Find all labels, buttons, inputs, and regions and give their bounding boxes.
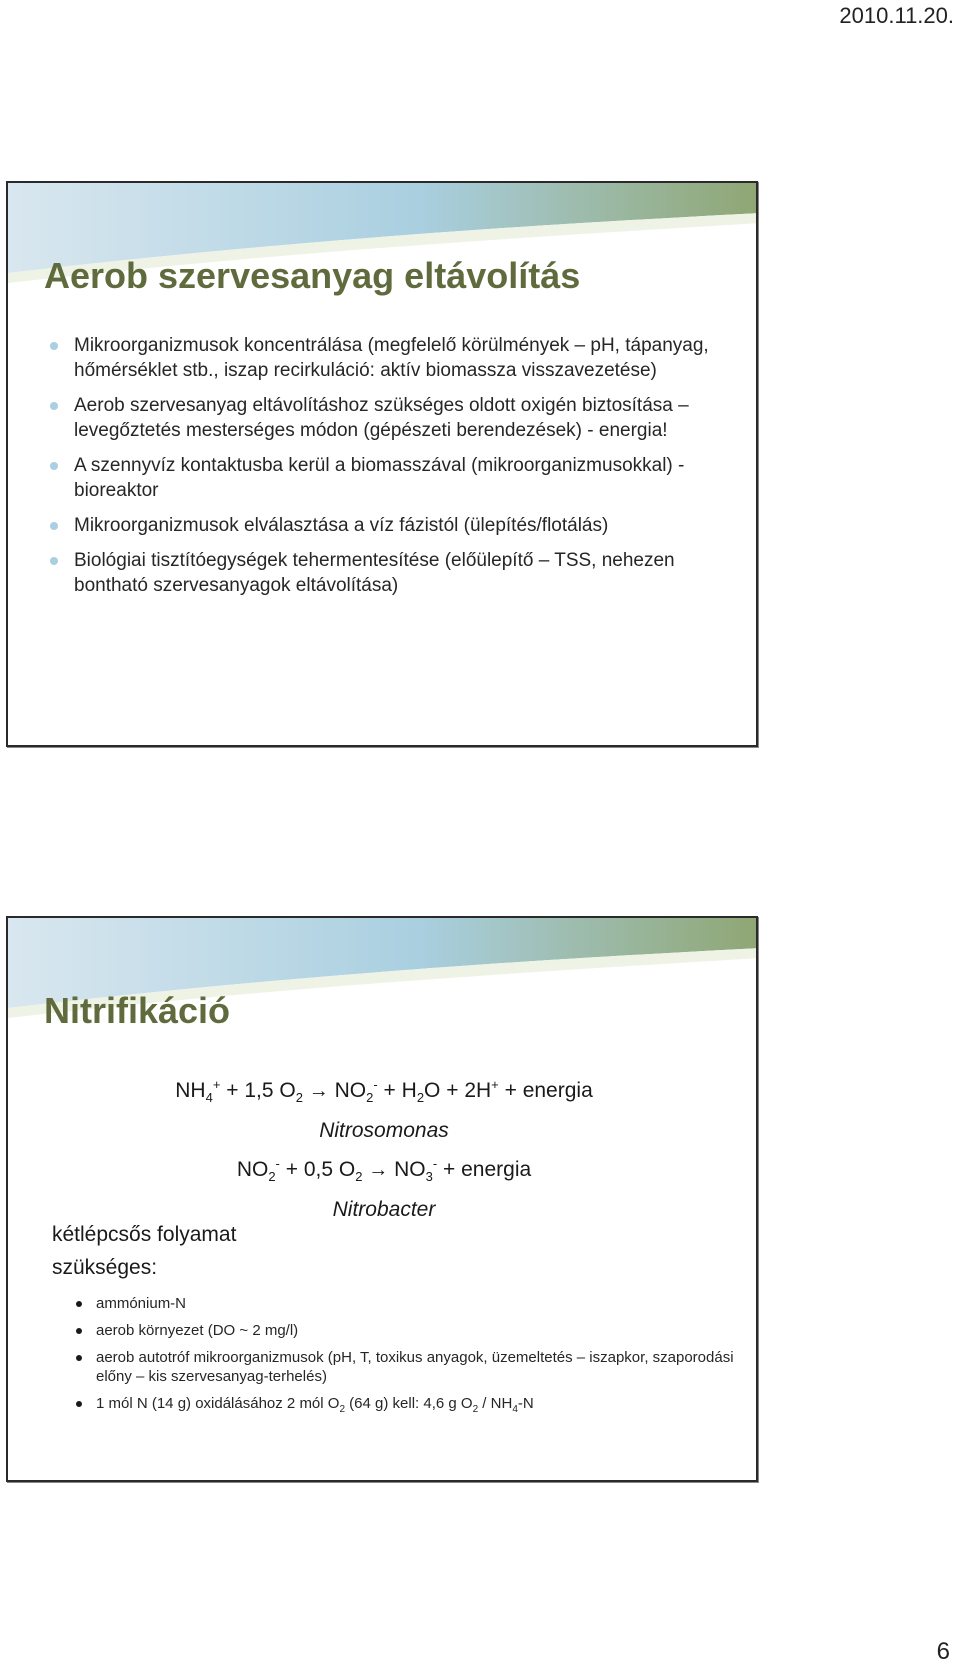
bullet-icon [50, 557, 58, 565]
bullet-icon [76, 1355, 82, 1361]
bullet-icon [50, 522, 58, 530]
arrow-icon: → [368, 1159, 389, 1182]
page-date: 2010.11.20. [839, 3, 954, 28]
organism-label: Nitrobacter [332, 1198, 436, 1222]
reaction-equations [8, 1068, 758, 1226]
list-item: A szennyvíz kontaktusba kerül a biomasszával (mikroorganizmusokkal) - bioreaktor [48, 453, 738, 503]
page-number: 6 [936, 1638, 950, 1665]
bullet-icon [76, 1301, 82, 1307]
list-item: aerob autotróf mikroorganizmusok (pH, T, toxikus anyagok, üzemeltetés – iszapkor, szaporodási előny – kis szervesanyag-terhelés) [74, 1348, 734, 1386]
list-item: ammónium-N [74, 1294, 734, 1313]
bullet-icon [76, 1328, 82, 1334]
organism-label: Nitrosomonas [319, 1119, 449, 1143]
list-item: Mikroorganizmusok elválasztása a víz fázistól (ülepítés/flotálás) [48, 513, 738, 538]
bullet-list [48, 333, 738, 608]
bullet-icon [76, 1401, 82, 1407]
slide-nitrifikacio [6, 916, 758, 1482]
equation-nitritation: $NH_4^+ + 1,5$ $O_2 \to NO_2^- + H_2O + 2H^+$ + energia [175, 1077, 593, 1106]
bullet-icon [50, 402, 58, 410]
list-item: aerob környezet (DO ~ 2 mg/l) [74, 1321, 734, 1340]
list-item: Biológiai tisztítóegységek tehermentesítése (előülepítő – TSS, nehezen bontható szervesanyagok eltávolítása) [48, 548, 738, 598]
bullet-icon [50, 462, 58, 470]
requirements-list [74, 1294, 734, 1427]
slide-title: Aerob szervesanyag eltávolítás [44, 255, 581, 296]
list-item: Mikroorganizmusok koncentrálása (megfelelő körülmények – pH, tápanyag, hőmérséklet stb., iszap recirkuláció: aktív biomassza visszavezetése) [48, 333, 738, 383]
arrow-icon: → [308, 1080, 329, 1102]
slide-title: Nitrifikáció [44, 990, 231, 1031]
bullet-icon [50, 342, 58, 350]
slide-aerob [6, 181, 758, 747]
two-step-label: kétlépcsős folyamat [52, 1223, 237, 1246]
required-label: szükséges: [52, 1256, 158, 1279]
process-description [52, 1218, 236, 1284]
list-item: Aerob szervesanyag eltávolításhoz szükséges oldott oxigén biztosítása – levegőztetés mesterséges módon (gépészeti berendezések) - energia! [48, 393, 738, 443]
list-item: 1 mól N (14 g) oxidálásához 2 mól $O_2$ (64 g) kell: 4,6 g $O_2 / NH_4-N$ [74, 1394, 734, 1419]
equation-nitratation: $NO_2^- + 0,5$ $O_2 \to NO_3^-$ + energia [236, 1156, 532, 1185]
